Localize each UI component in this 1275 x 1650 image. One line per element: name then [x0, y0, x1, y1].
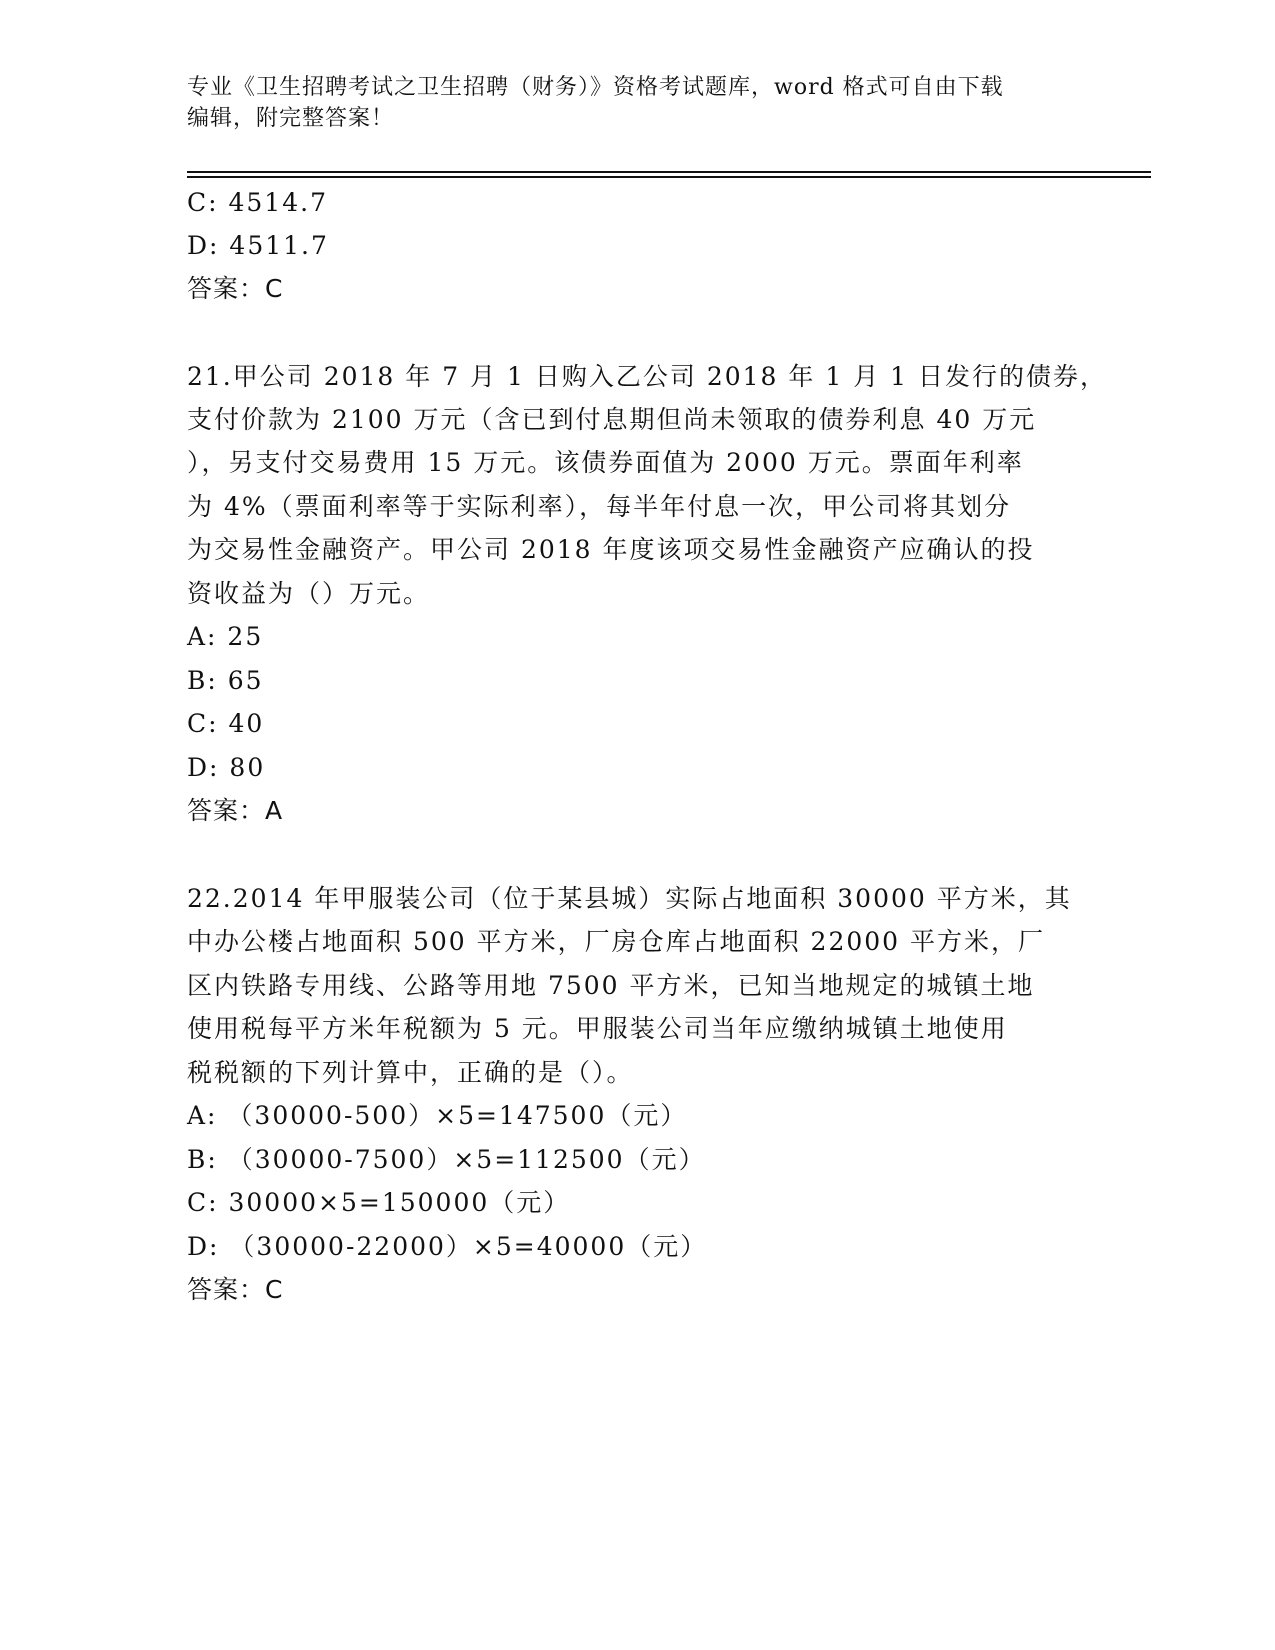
- q22-answer: 答案：C: [187, 1275, 284, 1304]
- q22-stem-line-3: 区内铁路专用线、公路等用地 7500 平方米，已知当地规定的城镇土地: [187, 971, 1035, 1000]
- prev-option-c: C: 4514.7: [187, 188, 328, 217]
- header-title-line-1: 专业《卫生招聘考试之卫生招聘（财务）》资格考试题库，word 格式可自由下载: [187, 75, 1004, 100]
- q21-option-c: C: 40: [187, 709, 265, 738]
- q21-stem-line-5: 为交易性金融资产。甲公司 2018 年度该项交易性金融资产应确认的投: [187, 535, 1035, 564]
- q21-answer: 答案：A: [187, 796, 284, 825]
- q22-stem-line-4: 使用税每平方米年税额为 5 元。甲服装公司当年应缴纳城镇土地使用: [187, 1014, 1008, 1043]
- q22-stem-line-1: 22.2014 年甲服装公司（位于某县城）实际占地面积 30000 平方米，其: [187, 884, 1072, 913]
- q22-stem-line-5: 税税额的下列计算中，正确的是（）。: [187, 1058, 634, 1087]
- prev-answer: 答案：C: [187, 274, 284, 303]
- q22-option-a: A: （30000-500）×5=147500（元）: [187, 1101, 688, 1130]
- q22-option-b: B: （30000-7500）×5=112500（元）: [187, 1145, 706, 1174]
- q21-option-d: D: 80: [187, 753, 266, 782]
- q21-option-b: B: 65: [187, 666, 264, 695]
- q22-option-c: C: 30000×5=150000（元）: [187, 1188, 571, 1217]
- q21-stem-line-1: 21.甲公司 2018 年 7 月 1 日购入乙公司 2018 年 1 月 1 日发行的债券，: [187, 362, 1107, 391]
- q21-option-a: A: 25: [187, 622, 264, 651]
- q22-stem-line-2: 中办公楼占地面积 500 平方米，厂房仓库占地面积 22000 平方米，厂: [187, 927, 1046, 956]
- prev-option-d: D: 4511.7: [187, 231, 329, 260]
- q21-stem-line-2: 支付价款为 2100 万元（含已到付息期但尚未领取的债券利息 40 万元: [187, 405, 1037, 434]
- header-rule-top: [187, 171, 1151, 173]
- header-rule-bottom: [187, 176, 1151, 178]
- header-title-line-2: 编辑，附完整答案！: [187, 106, 395, 131]
- q21-stem-line-6: 资收益为（）万元。: [187, 579, 431, 608]
- q22-option-d: D: （30000-22000）×5=40000（元）: [187, 1232, 708, 1261]
- q21-stem-line-3: ），另支付交易费用 15 万元。该债券面值为 2000 万元。票面年利率: [187, 448, 1024, 477]
- q21-stem-line-4: 为 4%（票面利率等于实际利率），每半年付息一次，甲公司将其划分: [187, 492, 1012, 521]
